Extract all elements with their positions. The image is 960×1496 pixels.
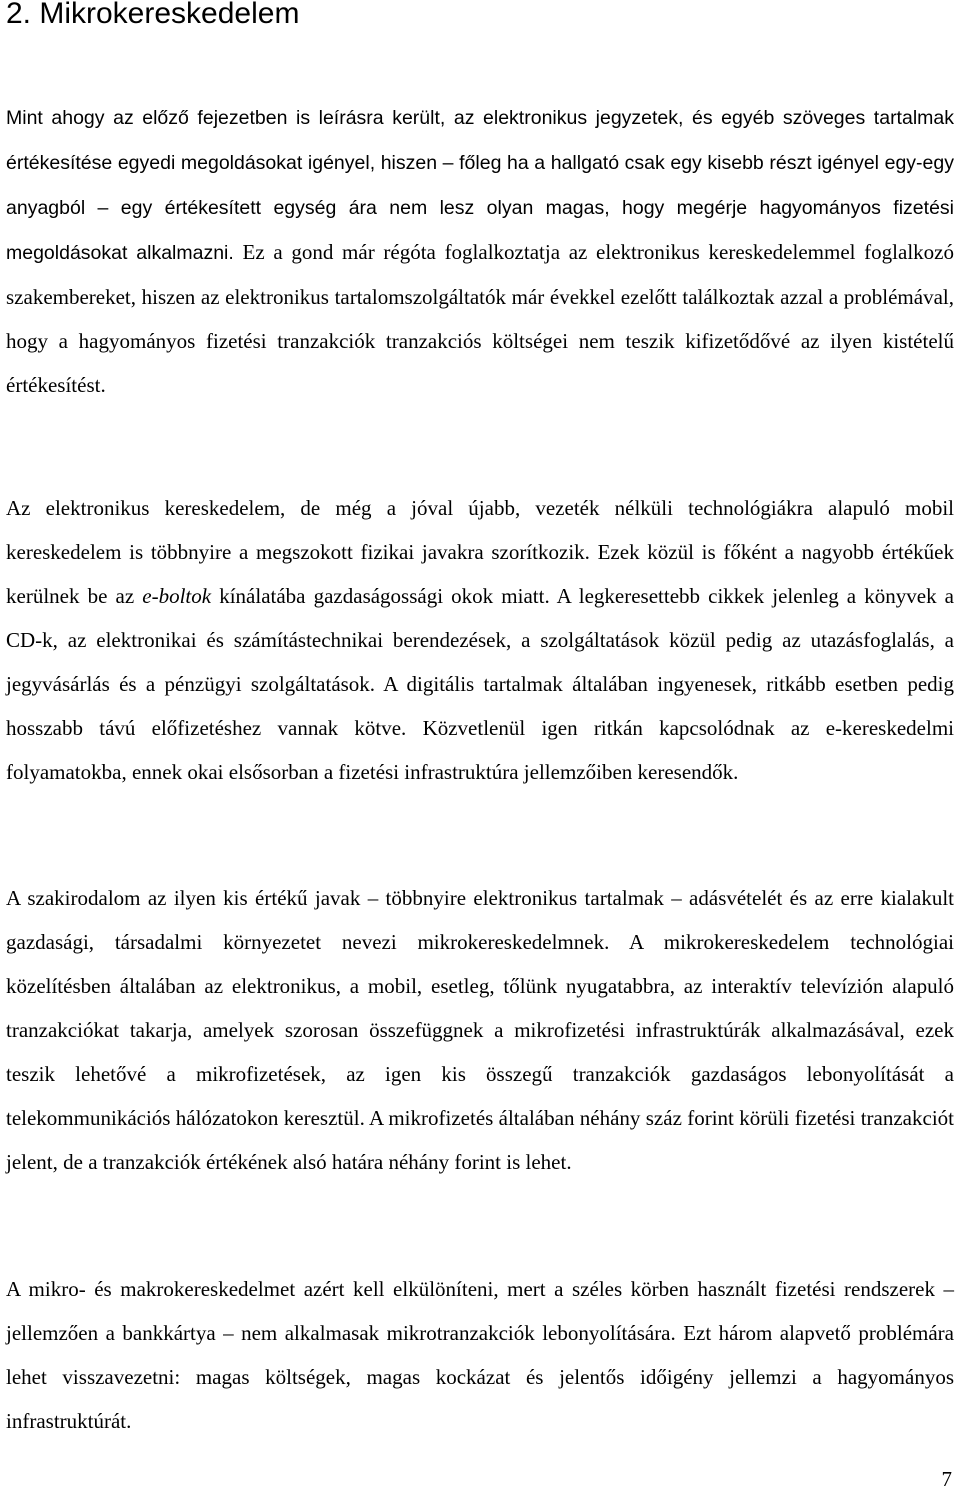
paragraph-2-text-start: Az elektronikus kereskedelem, de még a jóval újabb, vezeték nélküli technológiákra alapuló mobil kereskedelem is többnyire a megszokott fizikai javakra szorítkozik. Ezek közül is főként a nagyobb értékűek kerülnek be az <box>6 496 954 608</box>
paragraph-4: A mikro- és makrokereskedelmet azért kell elkülöníteni, mert a széles körben használt fizetési rendszerek – jellemzően a bankkártya – nem alkalmasak mikrotranzakciók lebonyolítására. Ezt három alapvető problémára lehet visszavezetni: magas költségek, magas kockázat és jelentős időigény jellemzi a hagyományos infrastruktúrát. <box>6 1277 954 1433</box>
paragraph-1-serif-text: Ez a gond már régóta foglalkoztatja az elektronikus kereskedelemmel foglalkozó szakembereket, hiszen az elektronikus tartalomszolgáltatók már évekkel ezelőtt találkoztak azzal a problémával, hogy a hagyományos fizetési tranzakciók tranzakciós költségei nem teszik kifizetődővé az ilyen kistételű értékesítést. <box>6 240 954 397</box>
paragraph-1 <box>6 95 954 407</box>
chapter-heading: 2. Mikrokereskedelem <box>6 0 300 30</box>
paragraph-2-text-end: kínálatába gazdaságossági okok miatt. A legkeresettebb cikkek jelenleg a könyvek a CD-k, az elektronikai és számítástechnikai berendezések, a szolgáltatások közül pedig az utazásfoglalás, a jegyvásárlás és a pénzügyi szolgáltatások. A digitális tartalmak általában ingyenesek, ritkább esetben pedig hosszabb távú előfizetéshez vannak kötve. Közvetlenül igen ritkán kapcsolódnak az e-kereskedelmi folyamatokba, ennek okai elsősorban a fizetési infrastruktúra jellemzőiben keresendők. <box>6 584 954 784</box>
page-number: 7 <box>941 1467 952 1491</box>
paragraph-2 <box>6 486 954 794</box>
paragraph-1-sans-text: Mint ahogy az előző fejezetben is leírásra került, az elektronikus jegyzetek, és egyéb szöveges tartalmak értékesítése egyedi megoldásokat igényel, hiszen – főleg ha a hallgató csak egy kisebb részt igényel egy-egy anyagból – egy értékesített egység ára nem lesz olyan magas, hogy megérje hagyományos fizetési megoldásokat alkalmazni. <box>6 107 954 264</box>
paragraph-3: A szakirodalom az ilyen kis értékű javak – többnyire elektronikus tartalmak – adásvételét és az erre kialakult gazdasági, társadalmi környezetet nevezi mikrokereskedelmnek. A mikrokereskedelem technológiai közelítésben általában az elektronikus, a mobil, esetleg, tőlünk nyugatabbra, az interaktív televízión alapuló tranzakciókat takarja, amelyek szorosan összefüggnek a mikrofizetési infrastruktúrák alkalmazásával, ezek teszik lehetővé a mikrofizetések, az igen kis összegű tranzakciók gazdaságos lebonyolítását a telekommunikációs hálózatokon keresztül. A mikrofizetés általában néhány száz forint körüli fizetési tranzakciót jelent, de a tranzakciók értékének alsó határa néhány forint is lehet. <box>6 886 954 1174</box>
e-boltok-emphasis: e-boltok <box>142 584 212 608</box>
